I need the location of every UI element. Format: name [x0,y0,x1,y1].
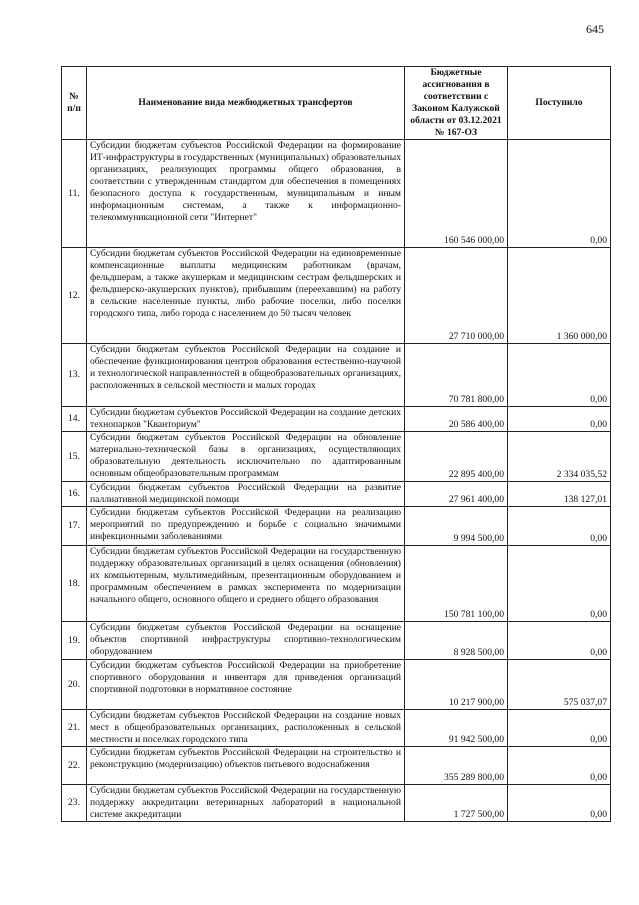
row-name: Субсидии бюджетам субъектов Российской Федерации на обновление материально-технической базы в организациях, осуществляющих образовательную деятельность исключительно по адаптированным основным общеобразовательным программам [87,432,405,482]
row-allocation: 9 994 500,00 [405,507,508,546]
row-number: 19. [62,622,87,660]
row-allocation: 27 961 400,00 [405,482,508,507]
row-number: 21. [62,710,87,747]
table-row [62,407,611,432]
row-allocation: 27 710 000,00 [405,248,508,344]
row-allocation: 355 289 800,00 [405,747,508,785]
table-row [62,622,611,660]
header-allocation: Бюджетные ассигнования в соответствии с Законом Калужской области от 03.12.2021 № 167-ОЗ [405,67,508,140]
page-number: 645 [586,22,604,36]
transfers-table [61,66,611,822]
row-allocation: 10 217 900,00 [405,660,508,710]
row-received: 575 037,07 [508,660,611,710]
row-name: Субсидии бюджетам субъектов Российской Федерации на оснащение объектов спортивной инфраструктуры спортивно-технологическим оборудованием [87,622,405,660]
row-number: 18. [62,546,87,622]
row-name: Субсидии бюджетам субъектов Российской Федерации на государственную поддержку образовательных организаций в целях оснащения (обновления) их компьютерным, мультимедийным, презентационным оборудованием и программным обеспечением в рамках эксперимента по модернизации начального общего, основного общего и среднего общего образования [87,546,405,622]
row-allocation: 20 586 400,00 [405,407,508,432]
table-row [62,432,611,482]
row-received: 0,00 [508,407,611,432]
row-number: 22. [62,747,87,785]
table-row [62,710,611,747]
row-allocation: 150 781 100,00 [405,546,508,622]
row-name: Субсидии бюджетам субъектов Российской Федерации на строительство и реконструкцию (модернизацию) объектов питьевого водоснабжения [87,747,405,785]
row-number: 12. [62,248,87,344]
row-name: Субсидии бюджетам субъектов Российской Федерации на создание детских технопарков "Кванториум" [87,407,405,432]
table-row [62,140,611,248]
row-received: 1 360 000,00 [508,248,611,344]
table-row [62,660,611,710]
header-number: № п/п [62,67,87,140]
table-row [62,747,611,785]
row-allocation: 70 781 800,00 [405,344,508,407]
row-number: 17. [62,507,87,546]
table-row [62,546,611,622]
row-received: 0,00 [508,747,611,785]
table-header-row [62,67,611,140]
row-name: Субсидии бюджетам субъектов Российской Федерации на реализацию мероприятий по предупреждению и борьбе с социально значимыми инфекционными заболеваниями [87,507,405,546]
row-name: Субсидии бюджетам субъектов Российской Федерации на приобретение спортивного оборудования и инвентаря для приведения организаций спортивной подготовки в нормативное состояние [87,660,405,710]
header-received: Поступило [508,67,611,140]
row-number: 16. [62,482,87,507]
row-received: 0,00 [508,507,611,546]
header-name: Наименование вида межбюджетных трансфертов [87,67,405,140]
row-name: Субсидии бюджетам субъектов Российской Федерации на создание новых мест в общеобразовательных организациях, расположенных в сельской местности и поселках городского типа [87,710,405,747]
row-received: 0,00 [508,622,611,660]
row-allocation: 8 928 500,00 [405,622,508,660]
row-number: 11. [62,140,87,248]
table-row [62,507,611,546]
row-received: 0,00 [508,546,611,622]
row-allocation: 91 942 500,00 [405,710,508,747]
row-received: 0,00 [508,140,611,248]
row-number: 23. [62,785,87,822]
row-number: 13. [62,344,87,407]
row-allocation: 1 727 500,00 [405,785,508,822]
row-name: Субсидии бюджетам субъектов Российской Федерации на развитие паллиативной медицинской помощи [87,482,405,507]
row-number: 20. [62,660,87,710]
row-number: 15. [62,432,87,482]
row-name: Субсидии бюджетам субъектов Российской Федерации на формирование ИТ-инфраструктуры в государственных (муниципальных) образовательных организациях, реализующих программы общего образования, в соответствии с утвержденным стандартом для обеспечения в помещениях безопасного доступа к государственным, муниципальным и иным информационным системам, а также к информационно-телекоммуникационной сети "Интернет" [87,140,405,248]
row-name: Субсидии бюджетам субъектов Российской Федерации на единовременные компенсационные выплаты медицинским работникам (врачам, фельдшерам, а также акушеркам и медицинским сестрам фельдшерских и фельдшерско-акушерских пунктов), прибывшим (переехавшим) на работу в сельские населенные пункты, либо рабочие поселки, либо поселки городского типа, либо города с населением до 50 тысяч человек [87,248,405,344]
table-row [62,248,611,344]
row-number: 14. [62,407,87,432]
row-received: 138 127,01 [508,482,611,507]
row-allocation: 160 546 000,00 [405,140,508,248]
row-received: 2 334 035,52 [508,432,611,482]
row-name: Субсидии бюджетам субъектов Российской Федерации на государственную поддержку аккредитации ветеринарных лабораторий в национальной системе аккредитации [87,785,405,822]
table-row [62,785,611,822]
row-received: 0,00 [508,344,611,407]
row-name: Субсидии бюджетам субъектов Российской Федерации на создание и обеспечение функционирования центров образования естественно-научной и технологической направленностей в общеобразовательных организациях, расположенных в сельской местности и малых городах [87,344,405,407]
row-allocation: 22 895 400,00 [405,432,508,482]
table-row [62,344,611,407]
row-received: 0,00 [508,710,611,747]
row-received: 0,00 [508,785,611,822]
table-row [62,482,611,507]
